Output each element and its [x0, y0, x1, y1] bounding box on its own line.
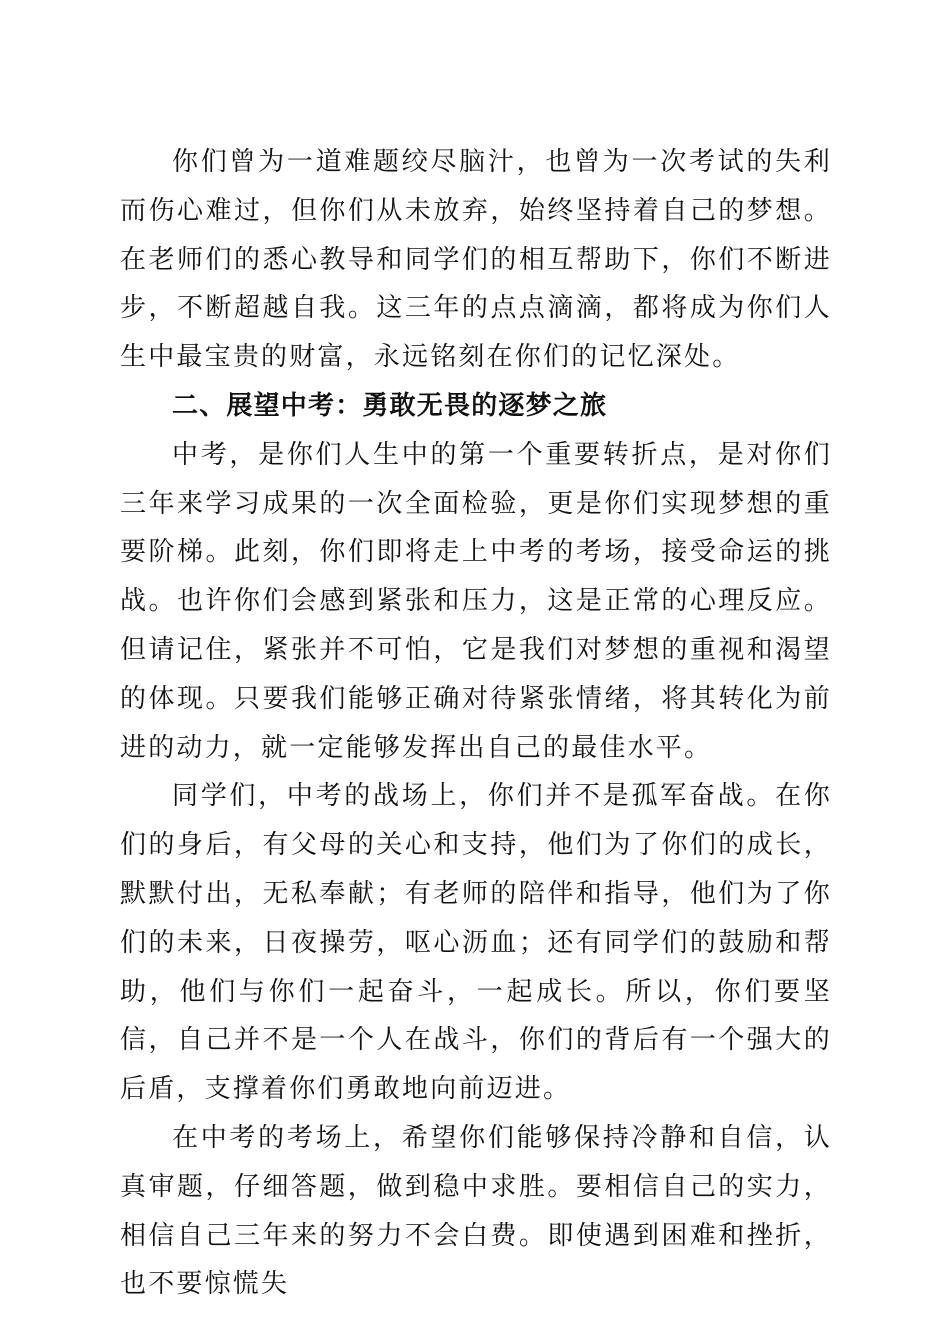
paragraph-exam-turning-point: 中考，是你们人生中的第一个重要转折点，是对你们三年来学习成果的一次全面检验，更是你们实现梦想的重要阶梯。此刻，你们即将走上中考的考场，接受命运的挑战。也许你们会感到紧张和压力，这是正常的心理反应。但请记住，紧张并不可怕，它是我们对梦想的重视和渴望的体现。只要我们能够正确对待紧张情绪，将其转化为前进的动力，就一定能够发挥出自己的最佳水平。 [120, 439, 832, 763]
paragraph-not-alone: 同学们，中考的战场上，你们并不是孤军奋战。在你们的身后，有父母的关心和支持，他们为了你们的成长，默默付出，无私奉献；有老师的陪伴和指导，他们为了你们的未来，日夜操劳，呕心沥血；还有同学们的鼓励和帮助，他们与你们一起奋斗，一起成长。所以，你们要坚信，自己并不是一个人在战斗，你们的背后有一个强大的后盾，支撑着你们勇敢地向前迈进。 [120, 781, 832, 1105]
paragraph-memories: 你们曾为一道难题绞尽脑汁，也曾为一次考试的失利而伤心难过，但你们从未放弃，始终坚持着自己的梦想。在老师们的悉心教导和同学们的相互帮助下，你们不断进步，不断超越自我。这三年的点点滴滴，都将成为你们人生中最宝贵的财富，永远铭刻在你们的记忆深处。 [120, 147, 832, 373]
paragraph-stay-calm: 在中考的考场上，希望你们能够保持冷静和自信，认真审题，仔细答题，做到稳中求胜。要相信自己的实力，相信自己三年来的努力不会白费。即使遇到困难和挫折，也不要惊慌失 [120, 1122, 832, 1300]
document-body [120, 138, 832, 1309]
section-heading-exam-outlook: 二、展望中考：勇敢无畏的逐梦之旅 [172, 390, 608, 421]
